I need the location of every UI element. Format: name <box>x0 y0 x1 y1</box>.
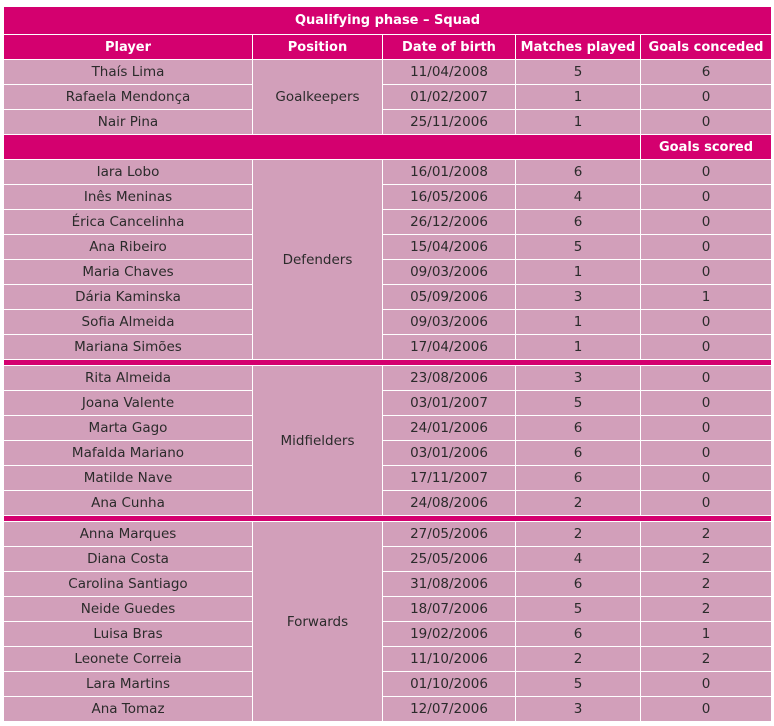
goals-scored: 2 <box>641 572 772 597</box>
date-of-birth: 15/04/2006 <box>383 235 516 260</box>
player-name: Ana Ribeiro <box>4 235 253 260</box>
goals-scored: 2 <box>641 597 772 622</box>
date-of-birth: 16/01/2008 <box>383 160 516 185</box>
player-row <box>4 547 772 572</box>
date-of-birth: 26/12/2006 <box>383 210 516 235</box>
goals-scored: 0 <box>641 416 772 441</box>
matches-played: 5 <box>516 60 641 85</box>
position-midfielders: Midfielders <box>253 366 383 516</box>
player-row <box>4 260 772 285</box>
matches-played: 2 <box>516 522 641 547</box>
player-name: Ana Cunha <box>4 491 253 516</box>
player-name: Ana Tomaz <box>4 697 253 722</box>
position-forwards: Forwards <box>253 522 383 722</box>
player-row <box>4 622 772 647</box>
date-of-birth: 27/05/2006 <box>383 522 516 547</box>
goals-scored: 0 <box>641 697 772 722</box>
matches-played: 3 <box>516 366 641 391</box>
header-player: Player <box>4 35 253 60</box>
player-name: Luisa Bras <box>4 622 253 647</box>
goals-scored: 2 <box>641 547 772 572</box>
player-row <box>4 60 772 85</box>
player-name: Lara Martins <box>4 672 253 697</box>
subheader-spacer <box>4 135 641 160</box>
player-name: Thaís Lima <box>4 60 253 85</box>
header-goals-conceded: Goals conceded <box>641 35 772 60</box>
goals-scored: 0 <box>641 391 772 416</box>
matches-played: 1 <box>516 260 641 285</box>
date-of-birth: 25/11/2006 <box>383 110 516 135</box>
date-of-birth: 17/04/2006 <box>383 335 516 360</box>
header-position: Position <box>253 35 383 60</box>
matches-played: 3 <box>516 285 641 310</box>
player-name: Iara Lobo <box>4 160 253 185</box>
squad-body <box>4 60 772 722</box>
title-row <box>4 7 772 35</box>
player-row <box>4 697 772 722</box>
date-of-birth: 25/05/2006 <box>383 547 516 572</box>
player-row <box>4 310 772 335</box>
player-row <box>4 441 772 466</box>
player-name: Diana Costa <box>4 547 253 572</box>
matches-played: 6 <box>516 441 641 466</box>
goals-conceded: 0 <box>641 85 772 110</box>
goals-scored: 0 <box>641 441 772 466</box>
player-name: Rita Almeida <box>4 366 253 391</box>
goals-scored: 0 <box>641 310 772 335</box>
position-defenders: Defenders <box>253 160 383 360</box>
player-name: Mafalda Mariano <box>4 441 253 466</box>
date-of-birth: 17/11/2007 <box>383 466 516 491</box>
matches-played: 5 <box>516 391 641 416</box>
player-row <box>4 110 772 135</box>
player-row <box>4 491 772 516</box>
goals-scored: 0 <box>641 160 772 185</box>
player-row <box>4 416 772 441</box>
date-of-birth: 12/07/2006 <box>383 697 516 722</box>
date-of-birth: 31/08/2006 <box>383 572 516 597</box>
date-of-birth: 16/05/2006 <box>383 185 516 210</box>
player-row <box>4 466 772 491</box>
player-row <box>4 85 772 110</box>
player-name: Carolina Santiago <box>4 572 253 597</box>
player-row <box>4 597 772 622</box>
player-name: Sofia Almeida <box>4 310 253 335</box>
matches-played: 4 <box>516 185 641 210</box>
player-name: Maria Chaves <box>4 260 253 285</box>
player-row <box>4 366 772 391</box>
goals-scored: 0 <box>641 466 772 491</box>
date-of-birth: 11/04/2008 <box>383 60 516 85</box>
date-of-birth: 18/07/2006 <box>383 597 516 622</box>
matches-played: 1 <box>516 85 641 110</box>
player-row <box>4 210 772 235</box>
matches-played: 6 <box>516 210 641 235</box>
player-row <box>4 647 772 672</box>
goals-scored: 0 <box>641 210 772 235</box>
player-row <box>4 185 772 210</box>
matches-played: 2 <box>516 491 641 516</box>
player-row <box>4 672 772 697</box>
date-of-birth: 24/01/2006 <box>383 416 516 441</box>
goals-scored: 0 <box>641 672 772 697</box>
matches-played: 4 <box>516 547 641 572</box>
matches-played: 6 <box>516 416 641 441</box>
date-of-birth: 03/01/2006 <box>383 441 516 466</box>
table-title: Qualifying phase – Squad <box>4 7 772 35</box>
goals-scored: 0 <box>641 366 772 391</box>
subheader-row <box>4 135 772 160</box>
header-goals-scored: Goals scored <box>641 135 772 160</box>
player-row <box>4 391 772 416</box>
player-name: Mariana Simões <box>4 335 253 360</box>
matches-played: 5 <box>516 235 641 260</box>
matches-played: 5 <box>516 672 641 697</box>
player-row <box>4 572 772 597</box>
date-of-birth: 01/02/2007 <box>383 85 516 110</box>
goals-scored: 0 <box>641 260 772 285</box>
date-of-birth: 09/03/2006 <box>383 310 516 335</box>
matches-played: 2 <box>516 647 641 672</box>
goals-scored: 2 <box>641 647 772 672</box>
date-of-birth: 24/08/2006 <box>383 491 516 516</box>
date-of-birth: 19/02/2006 <box>383 622 516 647</box>
player-name: Joana Valente <box>4 391 253 416</box>
player-name: Érica Cancelinha <box>4 210 253 235</box>
goals-conceded: 6 <box>641 60 772 85</box>
matches-played: 1 <box>516 310 641 335</box>
goals-scored: 0 <box>641 335 772 360</box>
matches-played: 6 <box>516 572 641 597</box>
date-of-birth: 09/03/2006 <box>383 260 516 285</box>
matches-played: 1 <box>516 110 641 135</box>
player-row <box>4 160 772 185</box>
player-name: Rafaela Mendonça <box>4 85 253 110</box>
goals-scored: 2 <box>641 522 772 547</box>
player-row <box>4 335 772 360</box>
date-of-birth: 05/09/2006 <box>383 285 516 310</box>
goals-conceded: 0 <box>641 110 772 135</box>
goals-scored: 1 <box>641 622 772 647</box>
goals-scored: 1 <box>641 285 772 310</box>
header-date-of-birth: Date of birth <box>383 35 516 60</box>
date-of-birth: 23/08/2006 <box>383 366 516 391</box>
header-matches-played: Matches played <box>516 35 641 60</box>
player-name: Neide Guedes <box>4 597 253 622</box>
player-name: Marta Gago <box>4 416 253 441</box>
goals-scored: 0 <box>641 235 772 260</box>
date-of-birth: 11/10/2006 <box>383 647 516 672</box>
matches-played: 1 <box>516 335 641 360</box>
matches-played: 6 <box>516 622 641 647</box>
player-name: Matilde Nave <box>4 466 253 491</box>
matches-played: 3 <box>516 697 641 722</box>
date-of-birth: 03/01/2007 <box>383 391 516 416</box>
header-row <box>4 35 772 60</box>
player-name: Nair Pina <box>4 110 253 135</box>
squad-table <box>3 6 772 722</box>
player-row <box>4 285 772 310</box>
player-name: Dária Kaminska <box>4 285 253 310</box>
goals-scored: 0 <box>641 185 772 210</box>
position-goalkeepers: Goalkeepers <box>253 60 383 135</box>
goals-scored: 0 <box>641 491 772 516</box>
matches-played: 5 <box>516 597 641 622</box>
player-row <box>4 235 772 260</box>
player-name: Leonete Correia <box>4 647 253 672</box>
player-row <box>4 522 772 547</box>
matches-played: 6 <box>516 160 641 185</box>
player-name: Inês Meninas <box>4 185 253 210</box>
player-name: Anna Marques <box>4 522 253 547</box>
date-of-birth: 01/10/2006 <box>383 672 516 697</box>
matches-played: 6 <box>516 466 641 491</box>
